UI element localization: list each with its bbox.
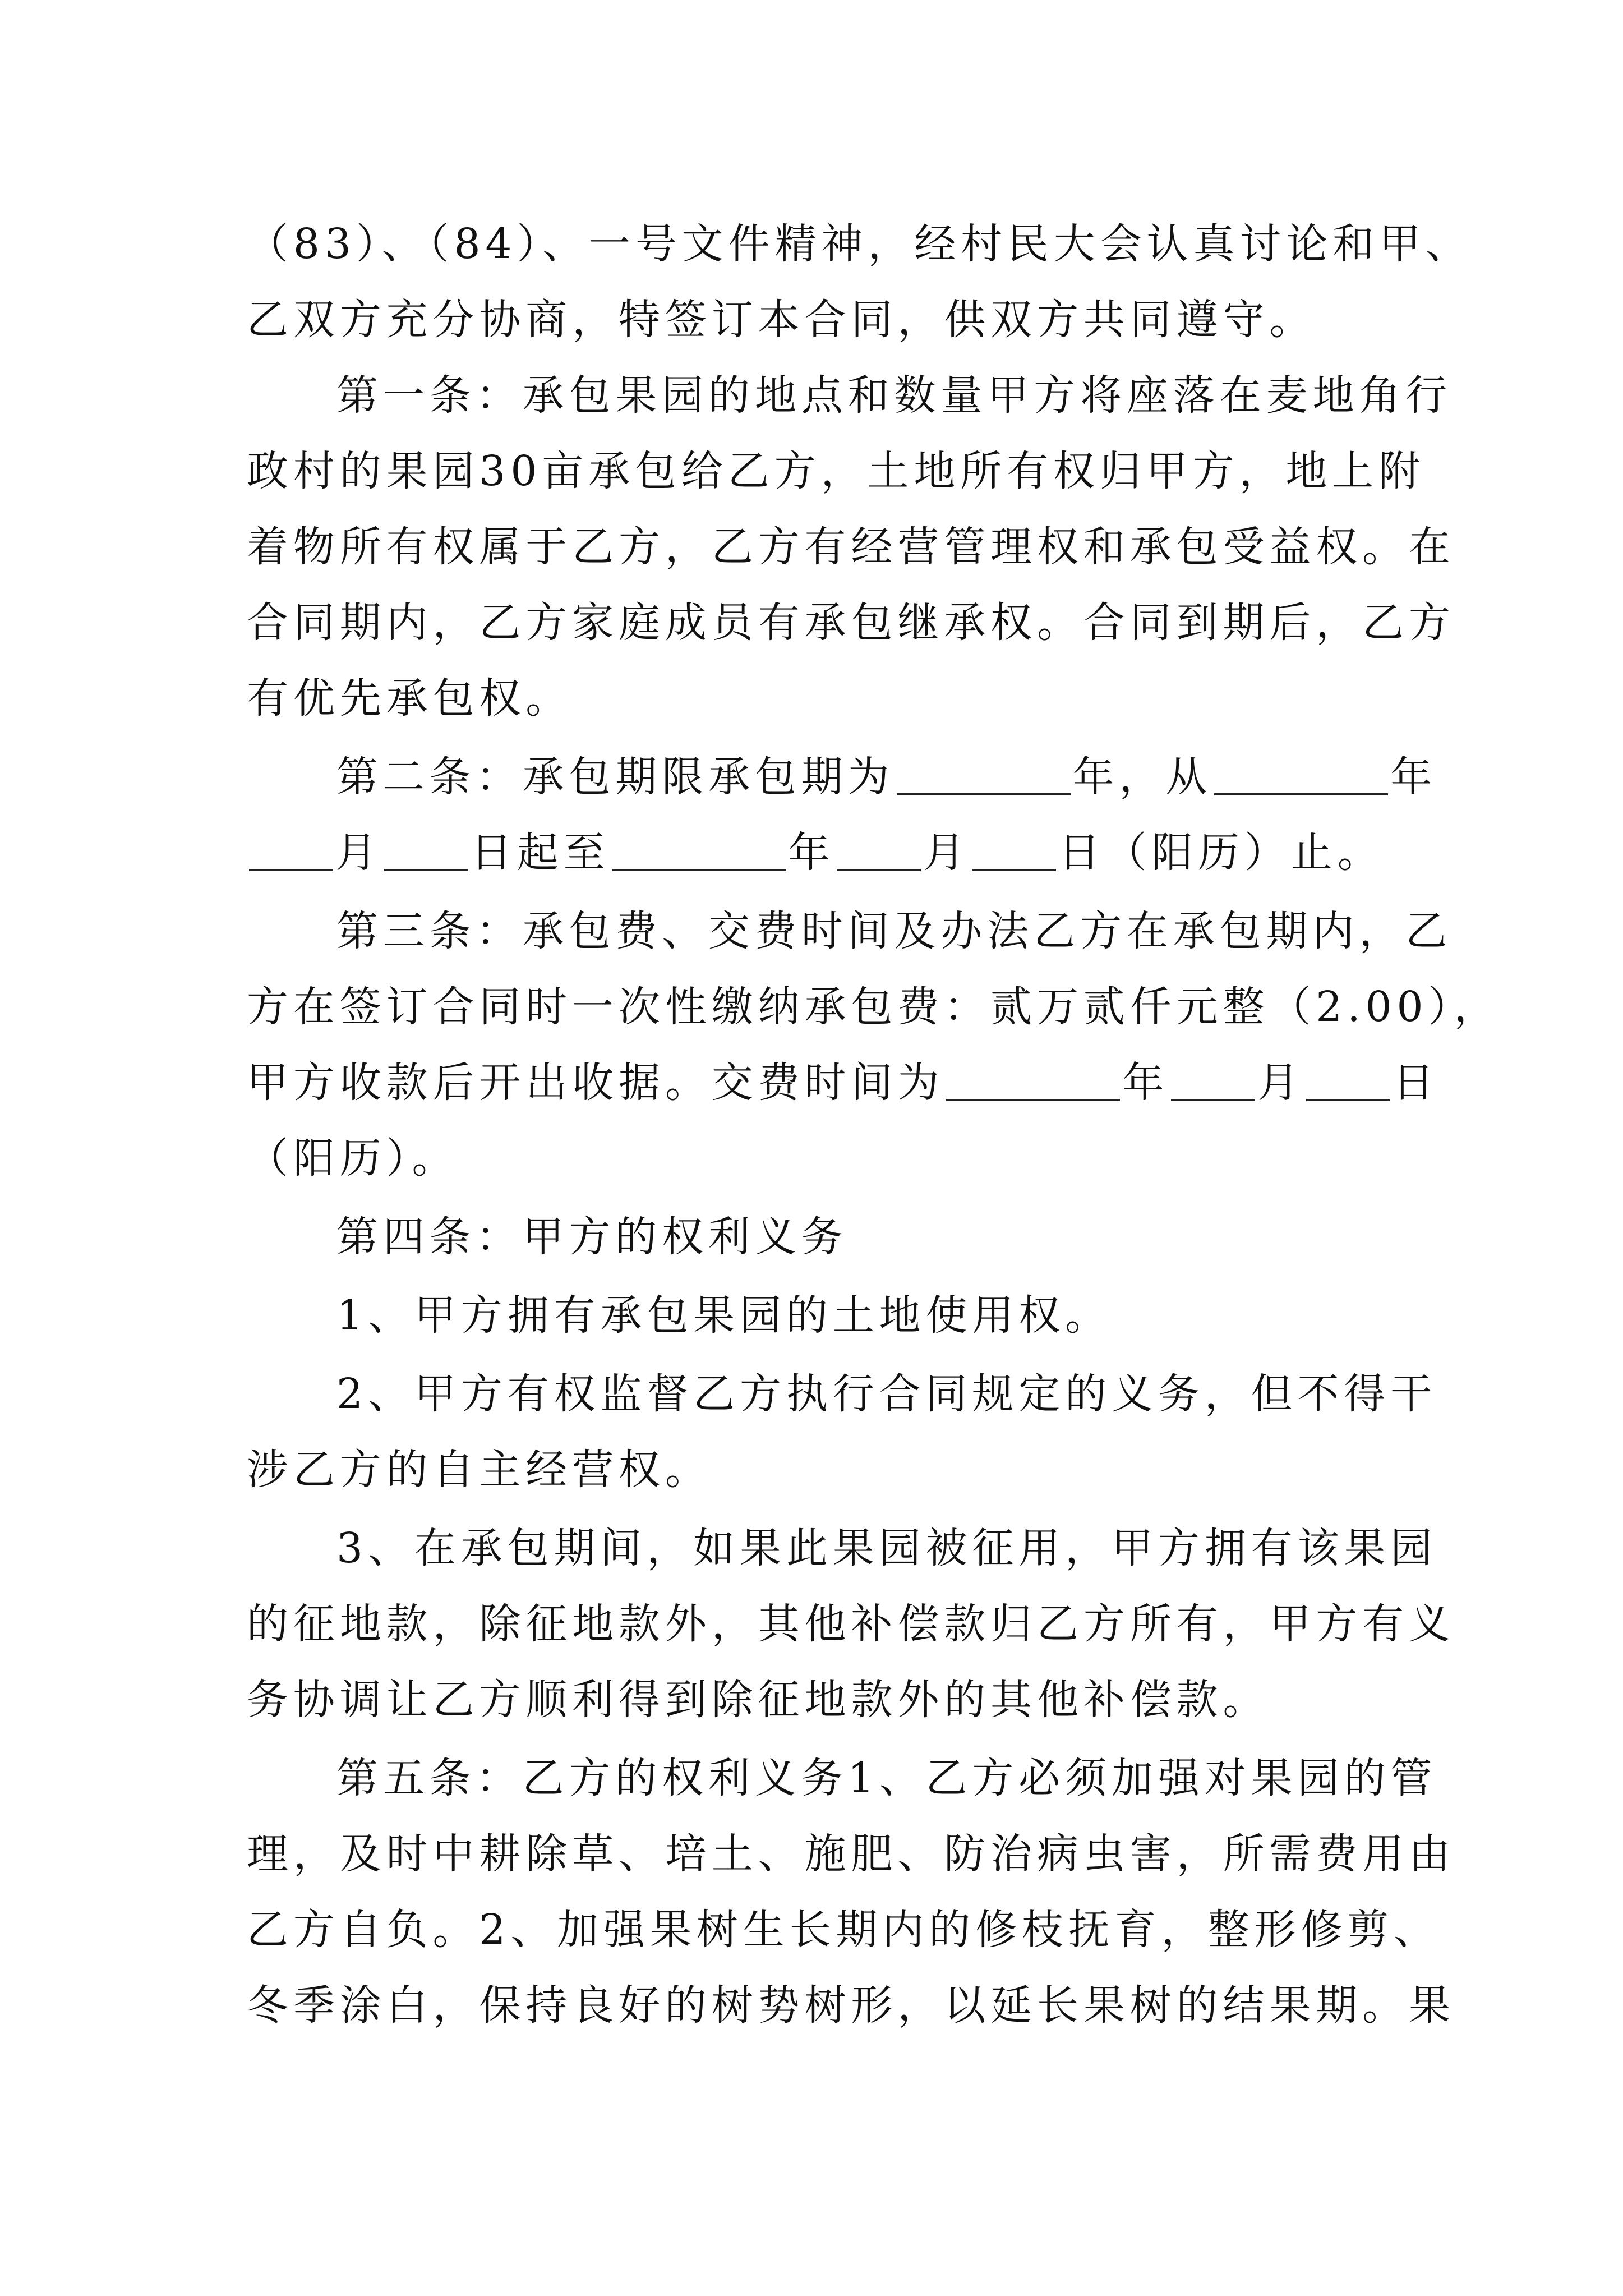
article-3-line-3: [247, 1043, 1439, 1122]
text-segment: 年: [1390, 753, 1437, 801]
text-segment: 年，从: [1072, 753, 1212, 801]
fill-in-blank[interactable]: [1306, 1057, 1390, 1101]
fill-in-blank[interactable]: [384, 827, 468, 871]
text-segment: 第二条：承包期限承包期为: [336, 753, 895, 801]
fill-in-blank[interactable]: [612, 827, 786, 871]
text-segment: 甲方收款后开出收据。交费时间为: [247, 1059, 944, 1107]
fill-in-blank[interactable]: [897, 752, 1071, 795]
fill-in-blank[interactable]: [837, 827, 921, 871]
paragraph-line: 务协调让乙方顺利得到除征地款外的其他补偿款。: [247, 1676, 1270, 1724]
article-4-heading: 第四条：甲方的权利义务: [336, 1213, 848, 1261]
article-3-heading-line: 第三条：承包费、交费时间及办法乙方在承包期内，乙: [336, 907, 1453, 955]
fill-in-blank[interactable]: [249, 827, 333, 871]
text-segment: 月: [923, 829, 970, 877]
paragraph-line: 冬季涂白，保持良好的树势树形，以延长果树的结果期。果: [247, 1981, 1455, 2030]
article-2-line-2: [247, 813, 1391, 892]
paragraph-line: （83）、（84）、一号文件精神，经村民大会认真讨论和甲、: [247, 220, 1472, 268]
fill-in-blank[interactable]: [1171, 1057, 1255, 1101]
article-1-heading-line: 第一条：承包果园的地点和数量甲方将座落在麦地角行: [336, 371, 1453, 420]
article-5-heading-line: 第五条：乙方的权利义务1、乙方必须加强对果园的管: [336, 1754, 1437, 1802]
paragraph-line: （阳历）。: [247, 1134, 459, 1182]
paragraph-line: 有优先承包权。: [247, 674, 573, 723]
text-segment: 日起至: [470, 829, 610, 877]
fill-in-blank[interactable]: [946, 1057, 1120, 1101]
paragraph-line: 乙方自负。2、加强果树生长期内的修枝抚育，整形修剪、: [247, 1906, 1440, 1954]
paragraph-line: 理，及时中耕除草、培土、施肥、防治病虫害，所需费用由: [247, 1830, 1455, 1878]
list-item: 2、甲方有权监督乙方执行合同规定的义务，但不得干: [336, 1370, 1437, 1418]
text-segment: 年: [1122, 1059, 1169, 1107]
text-segment: 日（阳历）止。: [1058, 829, 1384, 877]
paragraph-line: 方在签订合同时一次性缴纳承包费：贰万贰仟元整（2.00），: [247, 983, 1501, 1031]
paragraph-line: 政村的果园30亩承包给乙方，土地所有权归甲方，地上附: [247, 447, 1426, 495]
paragraph-line: 涉乙方的自主经营权。: [247, 1446, 712, 1494]
list-item: 1、甲方拥有承包果园的土地使用权。: [336, 1291, 1112, 1340]
paragraph-line: 乙双方充分协商，特签订本合同，供双方共同遵守。: [247, 296, 1316, 344]
paragraph-line: 着物所有权属于乙方，乙方有经营管理权和承包受益权。在: [247, 523, 1455, 571]
text-segment: 日: [1392, 1059, 1439, 1107]
paragraph-line: 合同期内，乙方家庭成员有承包继承权。合同到期后，乙方: [247, 599, 1455, 647]
text-segment: 月: [335, 829, 382, 877]
fill-in-blank[interactable]: [972, 827, 1056, 871]
article-2-line-1: [336, 738, 1481, 816]
fill-in-blank[interactable]: [1214, 752, 1388, 795]
text-segment: 月: [1257, 1059, 1304, 1107]
list-item: 3、在承包期间，如果此果园被征用，甲方拥有该果园: [336, 1524, 1437, 1572]
text-segment: 年: [788, 829, 835, 877]
paragraph-line: 的征地款，除征地款外，其他补偿款归乙方所有，甲方有义: [247, 1600, 1455, 1648]
